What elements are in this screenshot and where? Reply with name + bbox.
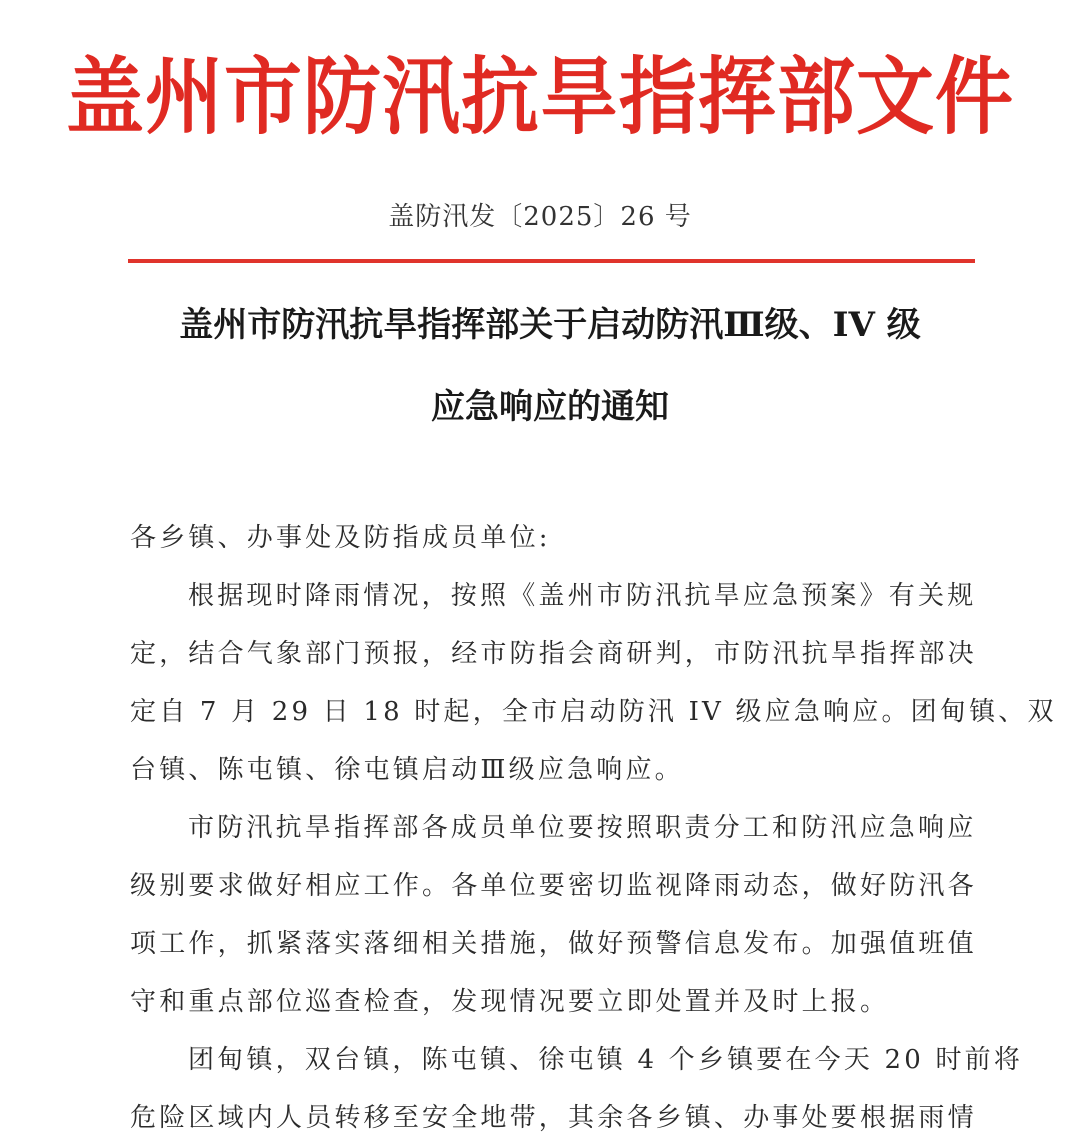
paragraph-3-line-2: 危险区域内人员转移至安全地带，其余各乡镇、办事处要根据雨情 — [130, 1103, 977, 1133]
red-divider-rule — [128, 259, 975, 263]
document-masthead: 盖州市防汛抗旱指挥部文件 — [65, 48, 1014, 147]
paragraph-2-line-4: 守和重点部位巡查检查，发现情况要立即处置并及时上报。 — [130, 987, 890, 1017]
paragraph-1-line-2: 定，结合气象部门预报，经市防指会商研判，市防汛抗旱指挥部决 — [130, 639, 977, 669]
paragraph-2-line-1: 市防汛抗旱指挥部各成员单位要按照职责分工和防汛应急响应 — [188, 813, 977, 843]
paragraph-2-line-2: 级别要求做好相应工作。各单位要密切监视降雨动态，做好防汛各 — [130, 871, 977, 901]
paragraph-1-line-1: 根据现时降雨情况，按照《盖州市防汛抗旱应急预案》有关规 — [188, 581, 977, 611]
paragraph-1-line-3: 定自 7 月 29 日 18 时起，全市启动防汛 IV 级应急响应。团甸镇、双 — [130, 697, 1057, 727]
document-number: 盖防汛发〔2025〕26 号 — [388, 202, 692, 232]
document-title-line-2: 应急响应的通知 — [431, 387, 669, 427]
paragraph-3-line-1: 团甸镇，双台镇，陈屯镇、徐屯镇 4 个乡镇要在今天 20 时前将 — [188, 1045, 1024, 1075]
document-title-line-1: 盖州市防汛抗旱指挥部关于启动防汛Ⅲ级、IV 级 — [179, 305, 921, 345]
salutation: 各乡镇、办事处及防指成员单位: — [130, 523, 551, 553]
paragraph-2-line-3: 项工作，抓紧落实落细相关措施，做好预警信息发布。加强值班值 — [130, 929, 977, 959]
paragraph-1-line-4: 台镇、陈屯镇、徐屯镇启动Ⅲ级应急响应。 — [130, 755, 684, 785]
